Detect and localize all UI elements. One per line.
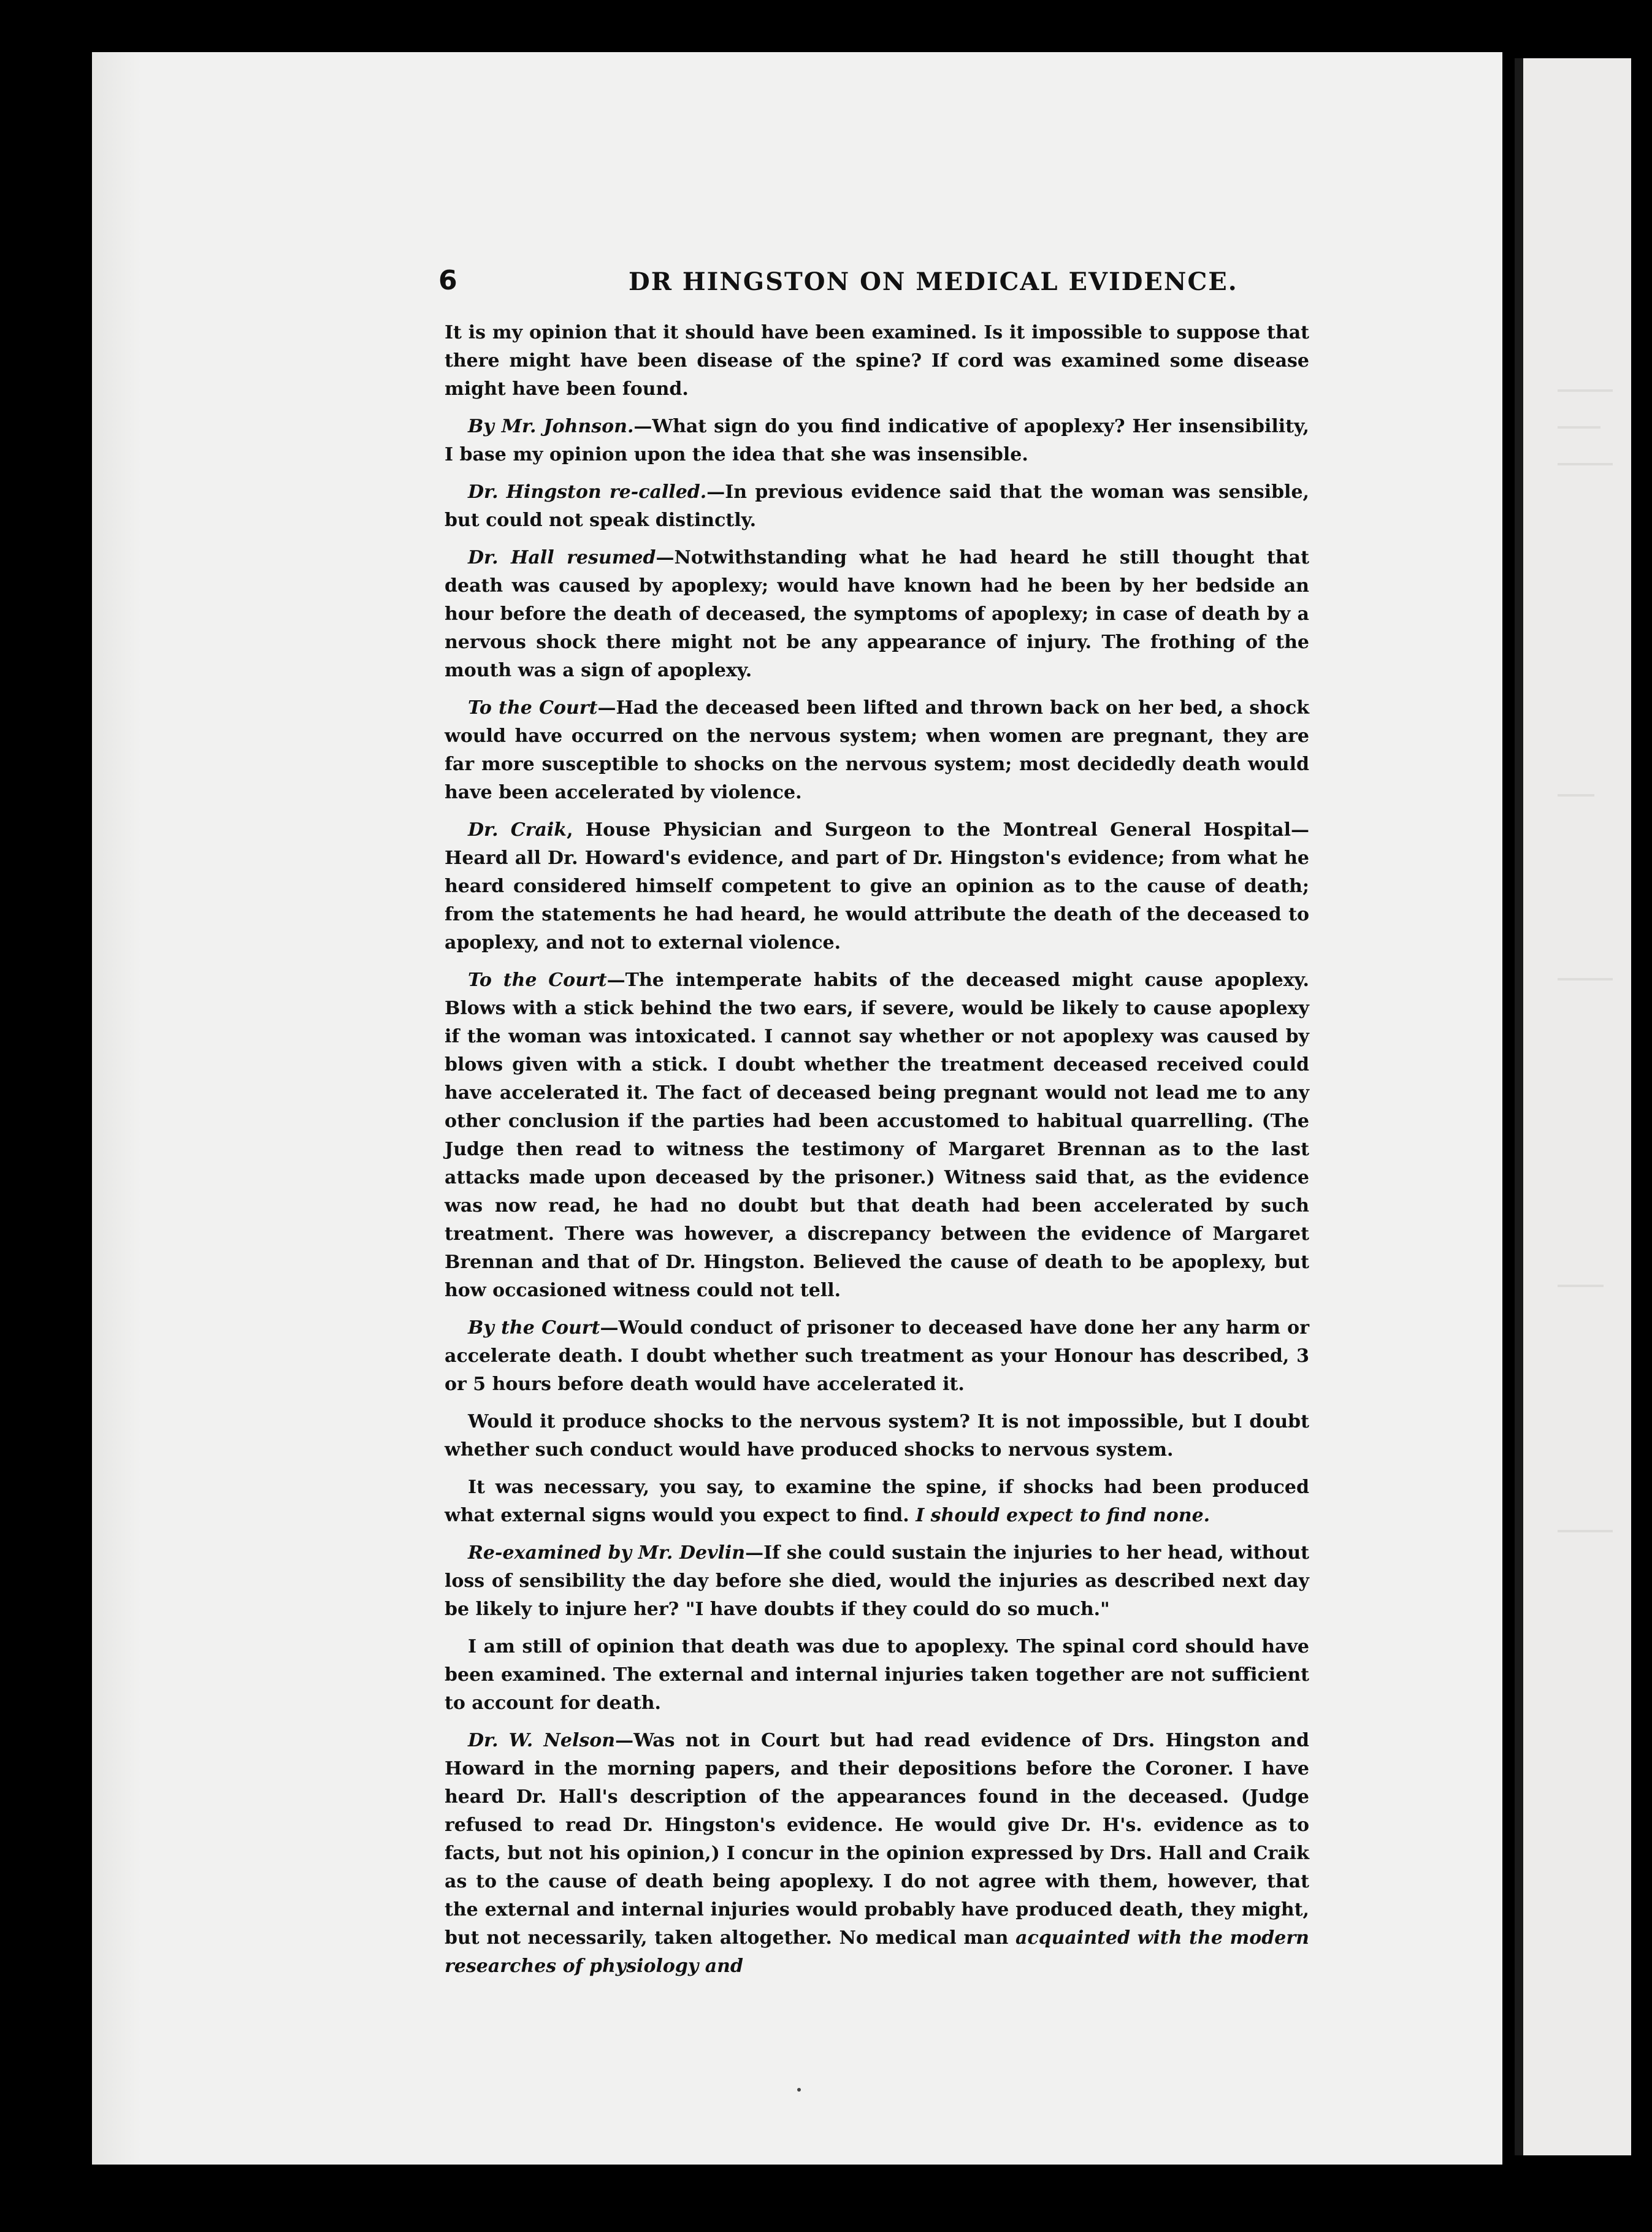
paragraph <box>445 1473 1309 1530</box>
speck <box>797 2088 801 2092</box>
paragraph-text: —Had the deceased been lifted and thrown back on her bed, a shock would have occurred on the nervous system; when women are pregnant, they are far more susceptible to shocks on the nervous system; most decidedly death would have been accelerated by violence. <box>445 697 1309 803</box>
page-left-edge <box>92 52 141 2165</box>
speaker-label: Dr. W. Nelson <box>468 1730 616 1751</box>
paragraph-text: It is my opinion that it should have been examined. Is it impossible to suppose that there might have been disease of the spine? If cord was examined some disease might have been found. <box>445 322 1309 400</box>
paragraph-text: I am still of opinion that death was due to apoplexy. The spinal cord should have been examined. The external and internal injuries taken together are not sufficient to account for death. <box>445 1636 1309 1714</box>
paragraph <box>445 1539 1309 1624</box>
paragraph-text: —The intemperate habits of the deceased might cause apoplexy. Blows with a stick behind the two ears, if severe, would be likely to cause apoplexy if the woman was intoxicated. I cannot say whether or not apoplexy was caused by blows given with a stick. I doubt whether the treatment deceased received could have accelerated it. The fact of deceased being pregnant would not lead me to any other conclusion if the parties had been accustomed to habitual quarrelling. (The Judge then read to witness the testimony of Margaret Brennan as to the last attacks made upon deceased by the prisoner.) Witness said that, as the evidence was now read, he had no doubt but that death had been accelerated by such treatment. There was however, a discrepancy between the evidence of Margaret Brennan and that of Dr. Hingston. Believed the cause of death to be apoplexy, but how occasioned witness could not tell. <box>445 969 1309 1301</box>
paragraph <box>445 478 1309 535</box>
speaker-label: Dr. Craik <box>468 819 567 841</box>
paragraph-text: —Notwithstanding what he had heard he still thought that death was caused by apoplexy; would have known had he been by her bedside an hour before the death of deceased, the symptoms of apoplexy; in case of death by a nervous shock there might not be any appearance of injury. The frothing of the mouth was a sign of apoplexy. <box>445 547 1309 681</box>
paragraph <box>445 413 1309 469</box>
paragraph-text: —In previous evidence said that the woman was sensible, but could not speak distinctly. <box>445 481 1309 531</box>
speaker-label: Dr. Hall resumed <box>468 547 656 568</box>
paragraph-text: —If she could sustain the injuries to her head, without loss of sensibility the day before she died, would the injuries as described next day be likely to injure her? "I have doubts if they could do so much." <box>445 1542 1309 1620</box>
paragraph <box>445 319 1309 403</box>
paragraph-text: —Was not in Court but had read evidence of Drs. Hingston and Howard in the morning papers, and their depositions before the Coroner. I have heard Dr. Hall's description of the appearances found in the deceased. (Judge refused to read Dr. Hingston's evidence. He would give Dr. H's. evidence as to facts, but not his opinion,) I concur in the opinion expressed by Drs. Hall and Craik as to the cause of death being apoplexy. I do not agree with them, however, that the external and internal injuries would probably have produced death, they might, but not necessarily, taken altogether. No medical man <box>445 1730 1310 1949</box>
running-header <box>438 265 1321 308</box>
speaker-label: By the Court <box>468 1317 600 1339</box>
speaker-label: Dr. Hingston re-called. <box>468 481 707 503</box>
paragraph <box>445 1314 1309 1399</box>
paragraph <box>445 966 1309 1305</box>
paragraph <box>445 544 1309 685</box>
paragraph <box>445 1633 1309 1718</box>
italic-continuation: acquainted with the modern researches of physiology and <box>445 1927 1309 1977</box>
paragraph-text: —What sign do you find indicative of apoplexy? Her insensibility, I base my opinion upon the idea that she was insensible. <box>445 416 1309 465</box>
italic-answer: I should expect to find none. <box>916 1505 1210 1526</box>
speaker-label: To the Court <box>468 697 598 719</box>
paragraph-text: It was necessary, you say, to examine the spine, if shocks had been produced what external signs would you expect to find. <box>445 1477 1309 1526</box>
body-text <box>445 319 1309 1990</box>
speaker-label: By Mr. Johnson. <box>468 416 634 437</box>
paragraph-text: Would it produce shocks to the nervous system? It is not impossible, but I doubt whether such conduct would have produced shocks to nervous system. <box>445 1411 1309 1461</box>
page-fold-shadow <box>1515 58 1523 2155</box>
paragraph <box>445 1727 1309 1981</box>
paragraph <box>445 816 1309 957</box>
speaker-label: Re-examined by Mr. Devlin <box>468 1542 746 1564</box>
speaker-label: To the Court <box>468 969 607 991</box>
paragraph-text: , House Physician and Surgeon to the Montreal General Hospital—Heard all Dr. Howard's evidence, and part of Dr. Hingston's evidence; from what he heard considered himself competent to give an opinion as to the cause of death; from the statements he had heard, he would attribute the death of the deceased to apoplexy, and not to external violence. <box>445 819 1309 954</box>
adjacent-page-edge <box>1515 58 1631 2155</box>
page-number: 6 <box>438 265 457 296</box>
paragraph <box>445 694 1309 807</box>
running-title: DR HINGSTON ON MEDICAL EVIDENCE. <box>629 267 1238 296</box>
paragraph-text: —Would conduct of prisoner to deceased have done her any harm or accelerate death. I doubt whether such treatment as your Honour has described, 3 or 5 hours before death would have accelerated it. <box>445 1317 1309 1395</box>
paragraph <box>445 1408 1309 1464</box>
